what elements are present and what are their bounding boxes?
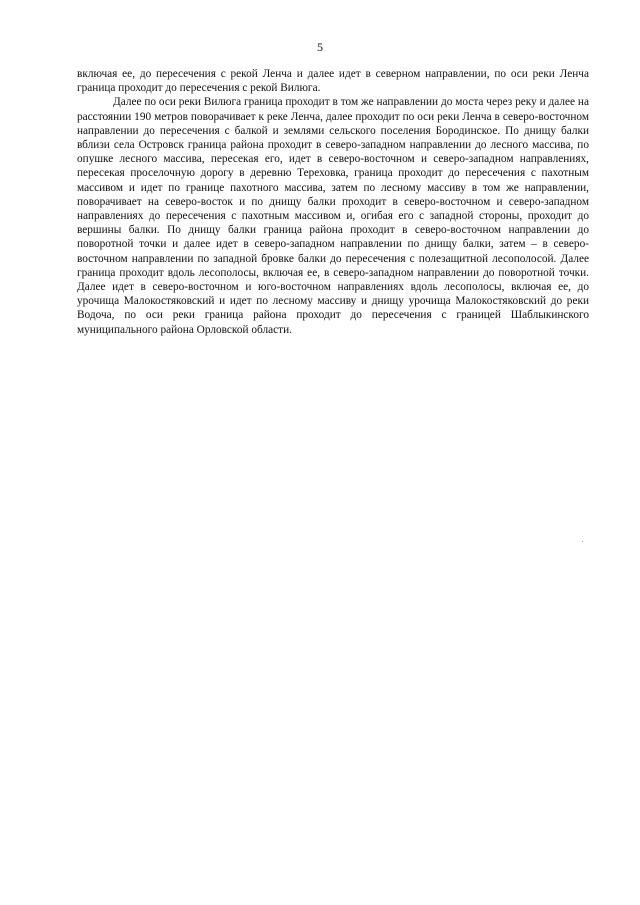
body-text bbox=[77, 67, 589, 337]
page-number: 5 bbox=[317, 40, 323, 54]
scan-speck bbox=[582, 541, 583, 542]
paragraph-2: Далее по оси реки Вилюга граница проходит в том же направлении до моста через реку и далее на расстоянии 190 метров поворачивает к реке Ленча, далее проходит по оси реки Ленча в северо-восточном направлении до пересечения с балкой и землями сельского поселения Бородинское. По днищу балки вблизи села Островск граница района проходит в северо-западном направлении до лесного массива, по опушке лесного массива, пересекая его, идет в северо-восточном и северо-западном направлениях, пересекая проселочную дорогу в деревню Тереховка, граница проходит до пересечения с пахотным массивом и идет по границе пахотного массива, затем по лесному массиву в том же направлении, поворачивает на северо-восток и по днищу балки проходит в северо-восточном и северо-западном направлениях до пересечения с пахотным массивом и, огибая его с западной стороны, проходит до вершины балки. По днищу балки граница района проходит в северо-восточном направлении до поворотной точки и далее идет в северо-западном направлении по днищу балки, затем – в северо-восточном направлении по западной бровке балки до пересечения с полезащитной лесополосой. Далее граница проходит вдоль лесополосы, включая ее, в северо-западном направлении до поворотной точки. Далее идет в северо-восточном и юго-восточном направлениях вдоль лесополосы, включая ее, до урочища Малокостяковский и идет по лесному массиву и днищу урочища Малокостяковский до реки Водоча, по оси реки граница района проходит до пересечения с границей Шаблыкинского муниципального района Орловской области. bbox=[77, 96, 589, 336]
paragraph-1: включая ее, до пересечения с рекой Ленча и далее идет в северном направлении, по оси реки Ленча граница проходит до пересечения с рекой Вилюга. bbox=[77, 68, 589, 95]
